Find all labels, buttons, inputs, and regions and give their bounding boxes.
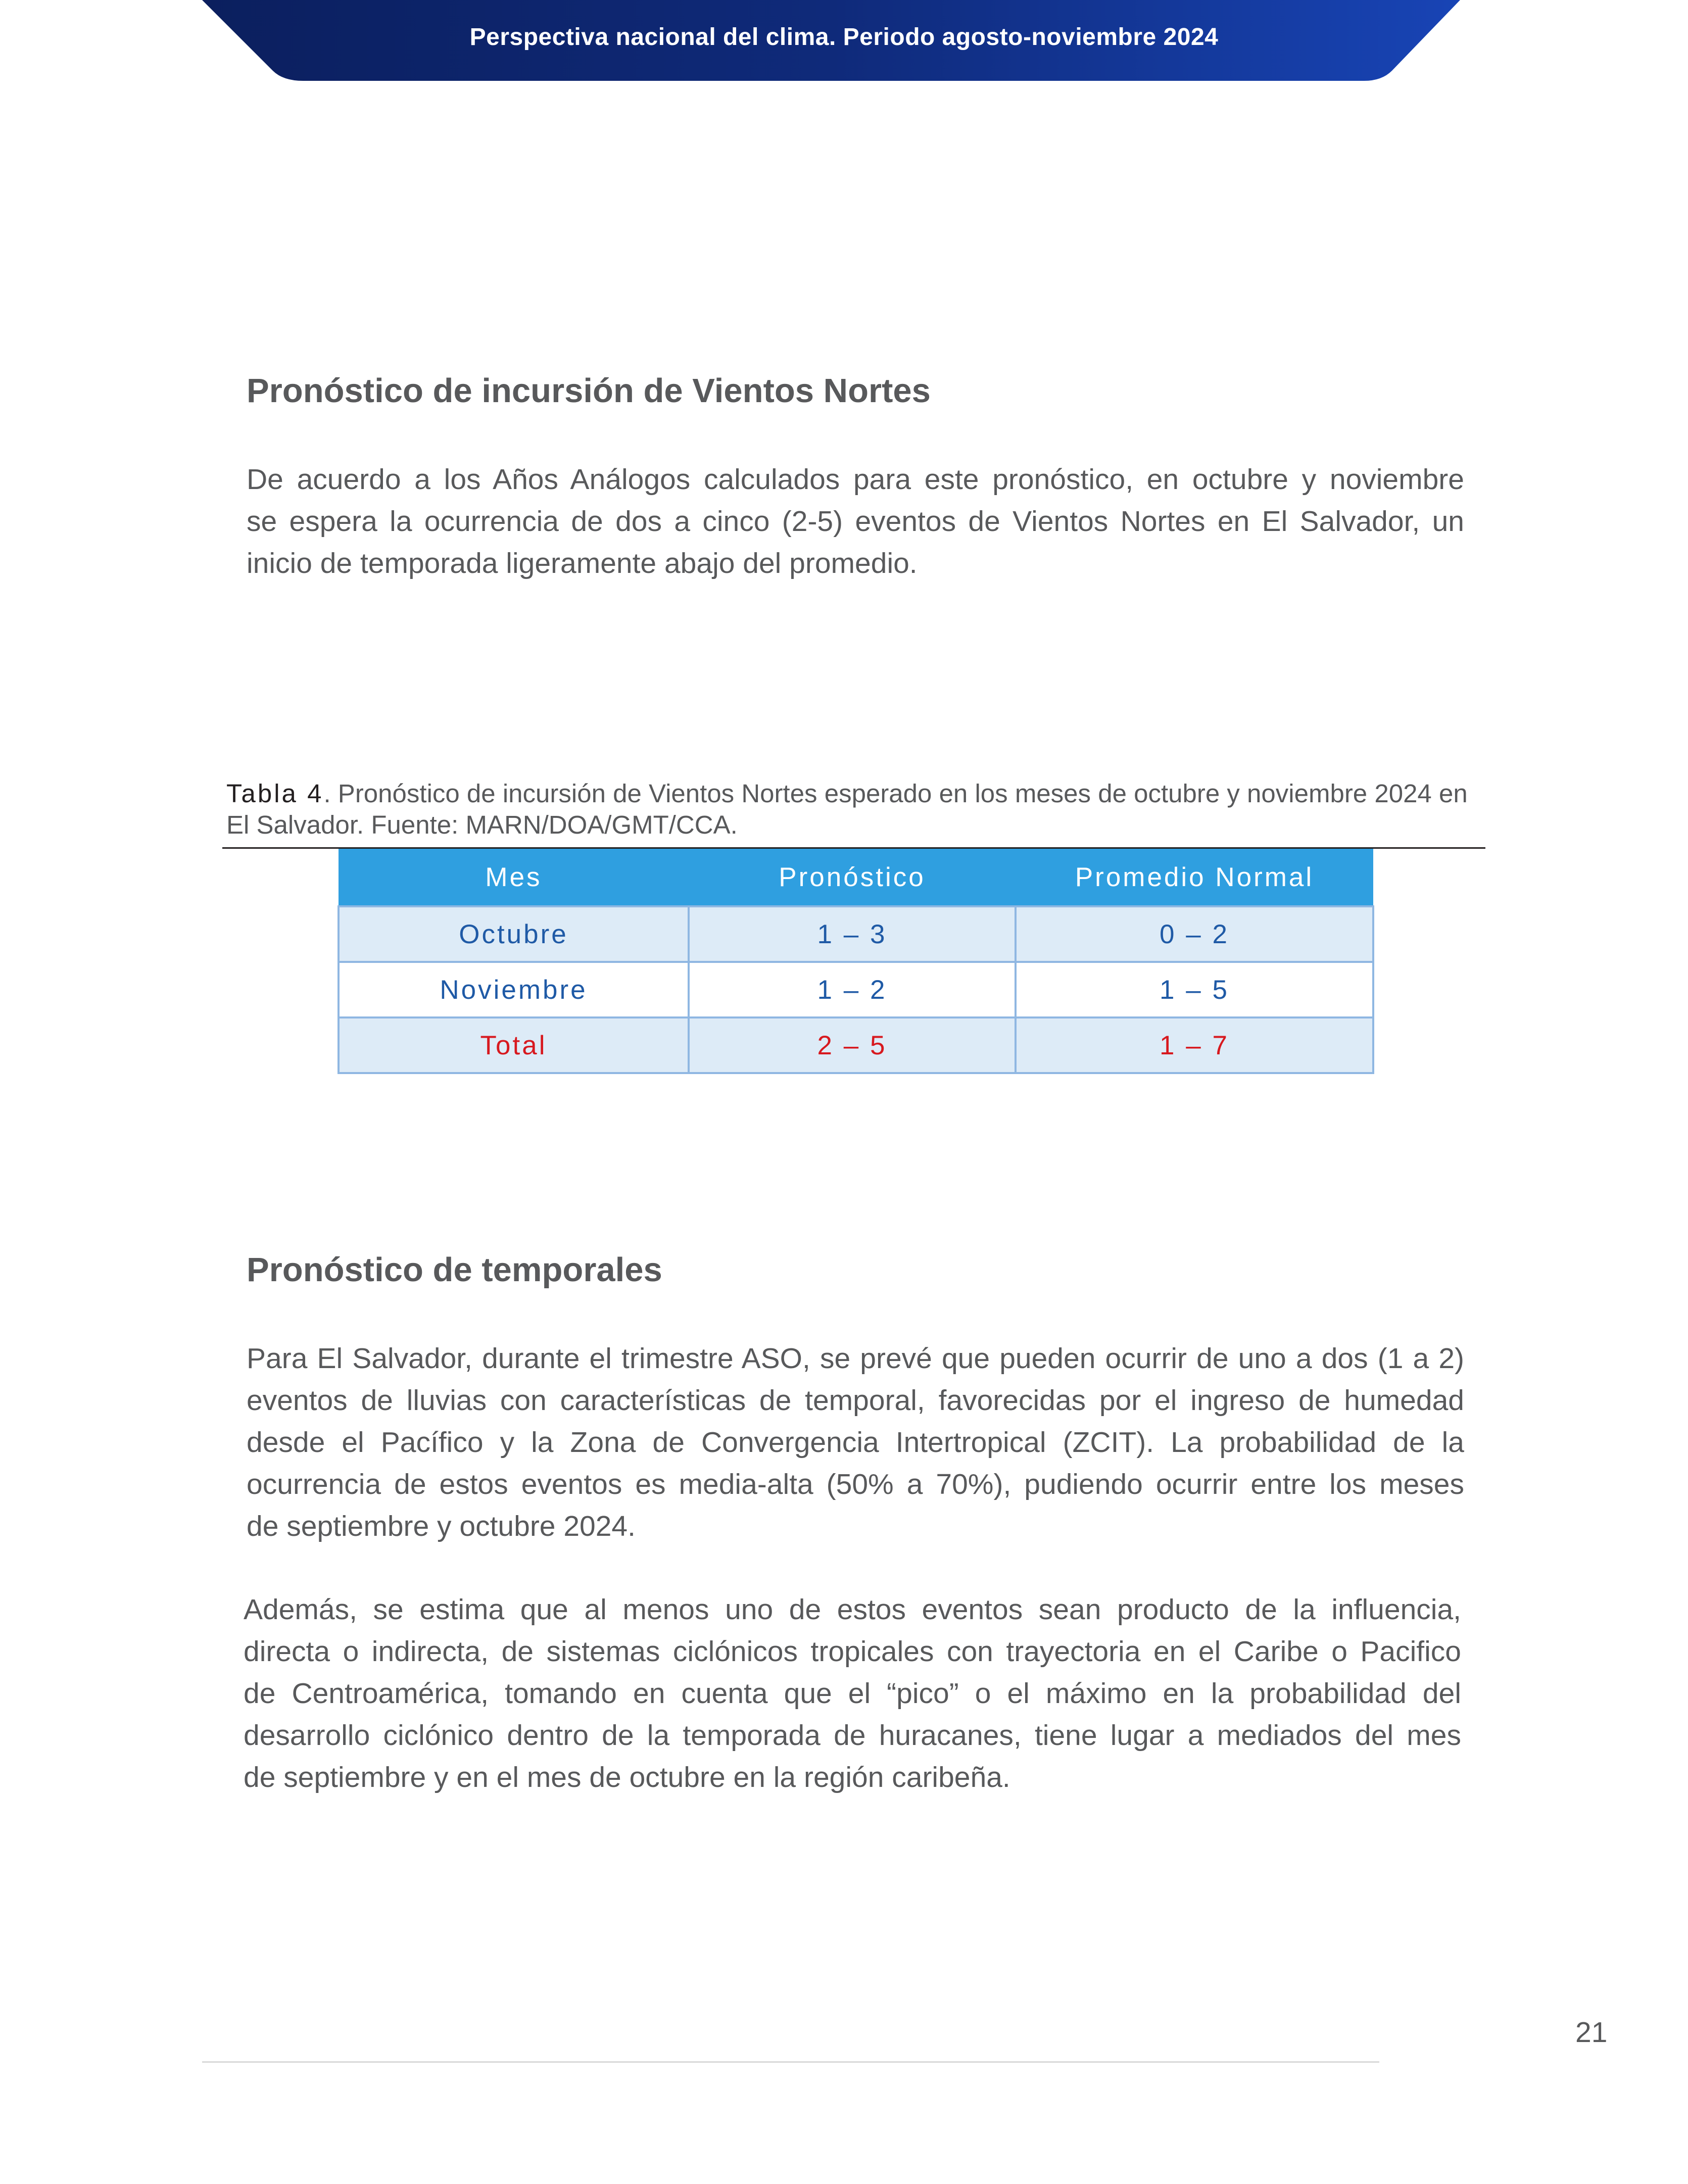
table-cell: 1 – 2 [689,962,1016,1017]
paragraph-line: se espera la ocurrencia de dos a cinco (2-5) eventos de Vientos Nortes en El Salvador, un [247,505,1464,538]
table-cell: Octubre [339,906,689,962]
table-header-row [339,849,1373,906]
header-title: Perspectiva nacional del clima. Periodo agosto-noviembre 2024 [469,24,1219,51]
column-header-pronostico: Pronóstico [689,849,1016,906]
table-cell: 0 – 2 [1016,906,1373,962]
column-header-mes: Mes [339,849,689,906]
paragraph-line: de Centroamérica, tomando en cuenta que el “pico” o el máximo en la probabilidad del [244,1677,1461,1710]
paragraph-line: directa o indirecta, de sistemas ciclónicos tropicales con trayectoria en el Caribe o Pacifico [244,1635,1461,1668]
paragraph-line: Además, se estima que al menos uno de estos eventos sean producto de la influencia, [244,1593,1461,1626]
header-band [0,0,1688,83]
paragraph-line: De acuerdo a los Años Análogos calculados para este pronóstico, en octubre y noviembre [247,463,1464,496]
section-heading-temporales: Pronóstico de temporales [247,1251,662,1289]
table-caption-text: . Pronóstico de incursión de Vientos Nortes esperado en los meses de octubre y noviembre 2024 en El Salvador. Fuente: MARN/DOA/GMT/CCA. [226,779,1468,839]
table-caption-label: Tabla 4 [226,779,324,808]
section-paragraph-temporales-2 [244,1589,1461,1799]
paragraph-line: de septiembre y octubre 2024. [247,1510,636,1542]
section-heading-vientos-nortes: Pronóstico de incursión de Vientos Nortes [247,372,931,410]
page-number: 21 [1575,2016,1608,2049]
paragraph-line: eventos de lluvias con características de temporal, favorecidas por el ingreso de humedad [247,1384,1464,1417]
column-header-promedio-normal: Promedio Normal [1016,849,1373,906]
table-row-total [339,1017,1373,1073]
table-cell: Noviembre [339,962,689,1017]
paragraph-line: desde el Pacífico y la Zona de Convergencia Intertropical (ZCIT). La probabilidad de la [247,1426,1464,1459]
table-caption [226,778,1469,841]
paragraph-line: desarrollo ciclónico dentro de la temporada de huracanes, tiene lugar a mediados del mes [244,1719,1461,1752]
table-cell: 1 – 7 [1016,1017,1373,1073]
table-row [339,962,1373,1017]
paragraph-line: inicio de temporada ligeramente abajo del promedio. [247,547,918,579]
table-cell: 2 – 5 [689,1017,1016,1073]
section-paragraph-temporales-1 [247,1338,1464,1547]
table-cell: 1 – 3 [689,906,1016,962]
table-cell: 1 – 5 [1016,962,1373,1017]
footer-divider [202,2061,1379,2063]
paragraph-line: Para El Salvador, durante el trimestre ASO, se prevé que pueden ocurrir de uno a dos (1 a 2) [247,1342,1464,1375]
table-cell: Total [339,1017,689,1073]
paragraph-line: ocurrencia de estos eventos es media-alta (50% a 70%), pudiendo ocurrir entre los meses [247,1468,1464,1500]
section-paragraph-vientos-nortes [247,459,1464,585]
vientos-nortes-table [337,849,1374,1074]
table-row [339,906,1373,962]
paragraph-line: de septiembre y en el mes de octubre en la región caribeña. [244,1761,1010,1793]
